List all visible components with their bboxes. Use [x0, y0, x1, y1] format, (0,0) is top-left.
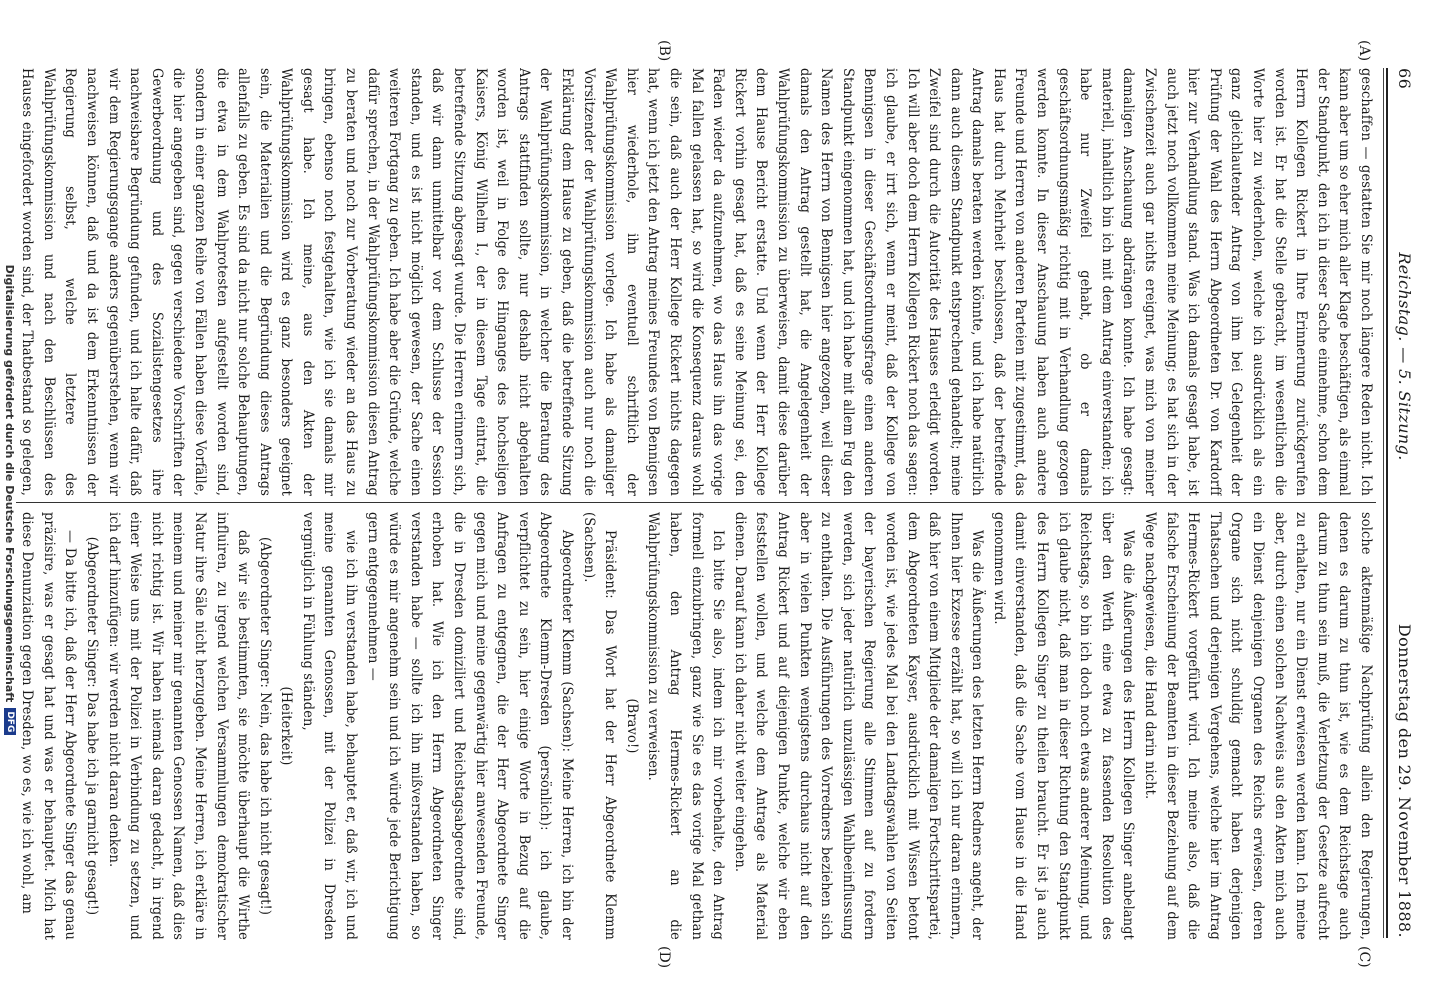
page-number: 66	[1395, 68, 1414, 90]
dfg-logo: DFG	[4, 708, 16, 735]
paragraph: Ich bitte Sie also, indem ich mir vorbehalte, den Antrag formell einzubringen, ganz wie Sie es das vorige Mal gethan haben, den Antrag Hermes-Rickert an die Wahlprüfungskommission zu verweisen.	[645, 512, 727, 940]
interjection: (Abgeordneter Singer: Nein, das habe ich nicht gesagt!)	[256, 536, 273, 916]
margin-marker-d: (D)	[656, 946, 672, 969]
column-divider	[16, 502, 1376, 503]
paragraph: Was die Äußerungen des letzten Herrn Redners angeht, der Ihnen hier Exzesse erzählt hat, so will ich nur daran erinnern, daß hier von einem Mitgliede der damaligen Fortschrittspartei, dem Abgeordneten Kayser, ausdrücklich mit Wissen betont worden ist, wie jedes Mal bei den Landtagswahlen von Seiten der bayerischen Regierung alle Stimmen auf zu fordern werden, sich jeder natürlich unzulässigen Wahlbeeinflussung zu enthalten. Die Ausführungen des Vorredners beziehen sich aber in vielen Punkten wenigstens durchaus nicht auf den Antrag Rickert und auf diejenigen Punkte, welche wir eben feststellen wollen, und welche dem Antrage als Material dienen. Darauf kann ich daher nicht weiter eingehen.	[731, 512, 986, 940]
speaker-line: Präsident: Das Wort hat der Herr Abgeordnete Klemm (Sachsen).	[580, 512, 619, 940]
paragraph: Abgeordneter Klemm (Sachsen): Meine Herren, ich bin der Abgeordnete Klemm-Dresden (persönlich): ich glaube, verpflichtet zu sein, hier einige Worte in Bezug auf die Anfragen zu entgegnen, die der Herr Abgeordnete Singer gegen mich und meine gegenwärtig hier anwesenden Freunde, die in Dresden domiziliert und Reichstagsabgeordnete sind, erhoben hat. Wie ich den Herrn Abgeordneten Singer verstanden habe — sollte ich ihn mißverstanden haben, so würde es mir angenehm sein und ich würde jede Berichtigung gern entgegennehmen —	[364, 512, 576, 940]
page-header	[1390, 68, 1414, 938]
header-rule-thin	[1383, 68, 1384, 938]
paragraph: daß wir sie bestimmten, sie möchte überhaupt die Wirthe influiren, zu irgend welchen Versammlungen demokratischer Natur ihre Säle nicht herzugeben. Meine Herren, ich erkläre in meinem und meiner mir genannten Genossen Namen, daß dies nicht richtig ist. Wir haben niemals daran gedacht, in irgend einer Weise uns mit der Polizei in Verbindung zu setzen, und ich darf hinzufügen: wir werden nicht daran denken.	[105, 512, 252, 940]
paragraph: wie ich ihn verstanden habe, behauptet er, daß wir, ich und meine genannten Genossen, mit der Polizei in Dresden vergnüglich in Fühlung ständen,	[299, 512, 360, 940]
paragraph: Was die Äußerungen des Herrn Kollegen Singer anbelangt über den Werth eine etwa zu fassenden Resolution des Reichstags, so bin ich doch noch etwas anderer Meinung, und ich glaube nicht, daß man in dieser Richtung den Standpunkt des Herrn Kollegen Singer zu theilen braucht. Er ist ja auch damit einverstanden, daß die Sache vom Hause in die Hand genommen wird.	[990, 512, 1137, 940]
left-column	[16, 68, 1376, 496]
session-date: Donnerstag den 29. November 1888.	[1395, 623, 1414, 938]
margin-marker-b: (B)	[656, 40, 672, 62]
interjection: (Heiterkeit)	[278, 686, 295, 766]
margin-marker-a: (A)	[1356, 40, 1372, 62]
paragraph: — Da bitte ich, daß der Herr Abgeordnete Singer das genau präzisire, was er gesagt hat und was er behauptet. Mich hat diese Denunziation gegen Dresden, wo es, wie ich wohl, am	[19, 512, 79, 940]
interjection: (Bravo!)	[623, 698, 640, 754]
paragraph: geschaffen — gestatten Sie mir noch längere Reden nicht. Ich kann aber um so eher mich aller Klage beschäftigen, als einmal der Standpunkt, den ich in dieser Sache einnehme, schon dem Herrn Kollegen Rickert in Ihre Erinnerung zurückgerufen worden ist. Er hat die Stelle gebracht, im wesentlichen die Worte hier zu wiederholen, welche ich ausdrücklich als ein ganz gleichlautender Antrag von ihm bei Gelegenheit der Prüfung der Wahl des Herrn Abgeordneten Dr. von Kardorff hier zur Verhandlung stand. Was ich damals gesagt habe, ist auch jetzt noch vollkommen meine Meinung; es hat sich in der Zwischenzeit auch gar nichts ereignet, was mich von meiner damaligen Anschauung abdrängen konnte. Ich habe gesagt: materiell, inhaltlich bin ich mit dem Antrag einverstanden; ich habe nur Zweifel gehabt, ob er damals geschäftsordnungsmäßig richtig mit in Verhandlung gezogen werden konnte. In dieser Anschauung haben auch andere Freunde und Herren von anderen Parteien mit zugestimmt, das Haus hat durch Mehrheit beschlossen, daß der betreffende Antrag damals beraten werden könnte, und ich habe natürlich dann auch diesem Standpunkt entsprechend gehandelt; meine Zweifel sind durch die Autorität des Hauses erledigt worden. Ich will aber doch dem Herrn Kollegen Rickert noch das sagen: ich glaube, er irrt sich, wenn er meint, daß der Kollege von Bennigsen in dieser Geschäftsordnungsfrage einen anderen Standpunkt eingenommen hat, und ich habe mit allem Fug den Namen des Herrn von Bennigsen hier angezogen, weil dieser damals den Antrag gestellt hat, die Angelegenheit der Wahlprüfungskommission zu überweisen, damit diese darüber dem Hause Bericht erstatte. Und wenn der Herr Kollege Rickert vorhin gesagt hat, daß es seine Meinung sei, den Faden wieder da aufzunehmen, wo das Haus ihn das vorige Mal fallen gelassen hat, so wird die Konsequenz daraus wohl die sein, daß auch der Herr Kollege Rickert nichts dagegen hat, wenn ich jetzt den Antrag meines Freundes von Bennigsen hier wiederhole, ihn eventuell schriftlich der Wahlprüfungskommission vorlege. Ich habe als damaliger Vorsitzender der Wahlprüfungskommission auch nur noch die Erklärung dem Hause zu geben, daß die betreffende Sitzung der Wahlprüfungskommission, in welcher die Beratung des Antrags stattfinden sollte, nur deshalb nicht abgehalten worden ist, weil in Folge des Hinganges des hochseligen Kaisers, König Wilhelm I., der in diesem Tage eintrat, die betreffende Sitzung abgesagt wurde. Die Herren erinnern sich, daß wir dann unmittelbar vor dem Schlusse der Session standen, und es ist nicht möglich gewesen, der Sache einen weiteren Fortgang zu geben. Ich habe aber die Gründe, welche dafür sprechen, in der Wahlprüfungskommission diesen Antrag zu beraten und noch zur Vorberatung wieder an das Haus zu bringen, ebenso noch festgehalten, wie ich sie damals mir gesagt habe. Ich meine, aus den Akten der Wahlprüfungskommission wird es ganz besonders geeignet sein, die Materialien und die Begründung dieses Antrags allenfalls zu geben. Es sind da nicht nur solche Behauptungen, die etwa in dem Wahlprotesten aufgestellt worden sind, sondern in einer ganzen Reihe von Fällen haben diese Vorfälle, die hier angegeben sind, gegen verschiedene Vorschriften der Gewerbeordnung und des Sozialistengesetzes ihre nachweisbare Begründung gefunden, und ich halte dafür, daß wir dem Regierungsgange anders gegenüberstehen, wenn wir nachweisen können, daß und da ist dem Erkenntnissen der Regierung selbst, welche letztere des Wahlprüfungskommission und nach den Beschlüssen des Hauses eingefordert worden sind, der Thatbestand so gelegen,	[19, 68, 1374, 496]
footer-text: Digitalisierung gefördert durch die Deutsche Forschungsgemeinschaft	[3, 264, 17, 703]
margin-marker-c: (C)	[1356, 946, 1372, 968]
digitization-footer	[0, 0, 20, 1000]
interjection: (Abgeordneter Singer: Das habe ich ja garnicht gesagt!)	[83, 536, 100, 916]
running-title: Reichstag. — 5. Sitzung.	[1395, 252, 1414, 461]
right-column	[16, 512, 1376, 940]
header-rule	[1386, 68, 1388, 938]
paragraph: solche aktenmäßige Nachprüfung allein den Regierungen, denen es darum zu thun ist, wie es dem Reichstage auch darum zu thun sein muß, die Verletzung der Gesetze aufrecht zu erhalten, nur ein Dienst erwiesen werden kann. Ich meine aber, durch einen solchen Nachweis aus den Akten mich auch ein Dienst denjenigen Organen des Reichs erwiesen, deren Organe sich nicht schuldig gemacht haben derjenigen Thatsachen und derjenigen Vergehens, welche hier im Antrag Hermes-Rickert vorgeführt wird. Ich meine also, daß die falsche Erscheinung der Beamten in dieser Beziehung auf dem Wege nachgewiesen, die Hand darin nicht.	[1142, 512, 1374, 940]
